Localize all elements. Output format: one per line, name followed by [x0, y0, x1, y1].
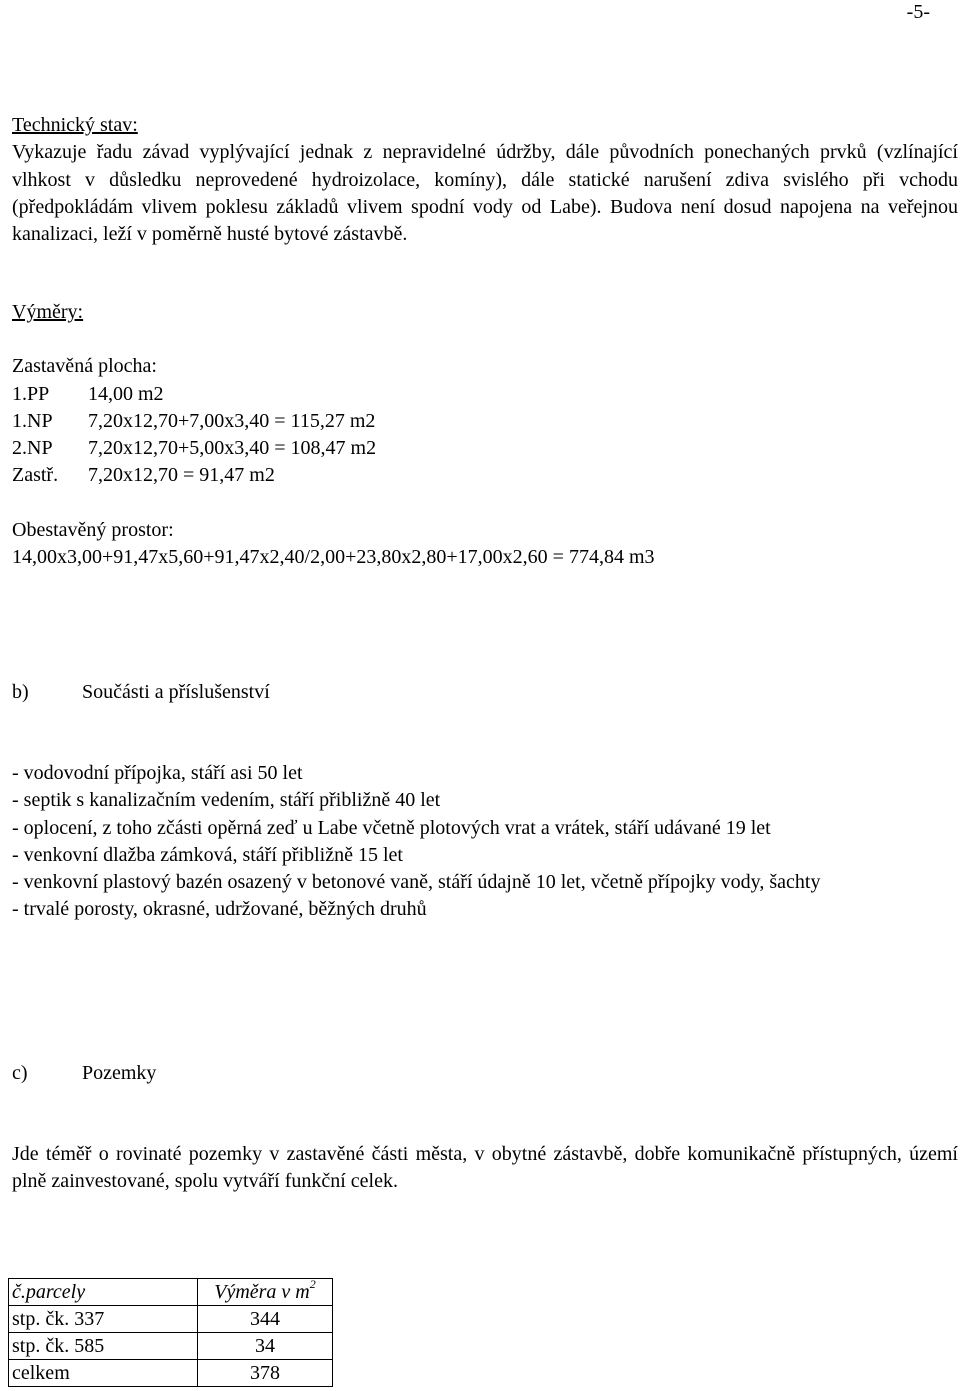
- table-header-row: [9, 1279, 333, 1306]
- measure-row: [12, 381, 958, 408]
- table-row: [9, 1306, 333, 1333]
- section-c-letter: c): [12, 1062, 28, 1084]
- list-item: - venkovní dlažba zámková, stáří přibližně 15 let: [12, 843, 403, 866]
- header-parcel: č.parcely: [9, 1279, 198, 1306]
- parcel-cell: stp. čk. 337: [9, 1306, 198, 1333]
- list-item: - oplocení, z toho zčásti opěrná zeď u Labe včetně plotových vrat a vrátek, stáří udávané 19 let: [12, 816, 771, 839]
- measure-row: [12, 435, 958, 462]
- list-item: - septik s kanalizačním vedením, stáří přibližně 40 let: [12, 789, 441, 812]
- measure-row-value: 7,20x12,70 = 91,47 m2: [88, 464, 275, 487]
- measure-row: [12, 462, 958, 489]
- technical-state-heading: Technický stav:: [12, 114, 138, 136]
- area-cell: 378: [198, 1360, 333, 1387]
- page-number: -5-: [906, 1, 930, 23]
- area-cell: 34: [198, 1333, 333, 1360]
- measure-row-value: 14,00 m2: [88, 382, 164, 405]
- header-area: Výměra v $m^2$: [198, 1279, 333, 1306]
- parcel-table: [8, 1278, 333, 1387]
- list-item: - venkovní plastový bazén osazený v betonové vaně, stáří údajně 10 let, včetně přípojky vody, šachty: [12, 871, 821, 894]
- technical-state-text: Vykazuje řadu závad vyplývající jednak z nepravidelné údržby, dále původních ponechaných prvků (vzlínající vlhkost v důsledku neprovedené hydroizolace, komíny), dále statické narušení zdiva svislého při vchodu (předpokládám vlivem poklesu základů vlivem spodní vody od Labe). Budova není dosud napojena na veřejnou kanalizaci, leží v poměrně husté bytové zástavbě.: [12, 141, 958, 246]
- table-row: [9, 1360, 333, 1387]
- list-item: - trvalé porosty, okrasné, udržované, běžných druhů: [12, 898, 427, 921]
- section-b-letter: b): [12, 681, 29, 703]
- volume-label: Obestavěný prostor:: [12, 518, 174, 541]
- measure-row-value: 7,20x12,70+7,00x3,40 = 115,27 m2: [88, 409, 376, 432]
- measure-row-label: 1.NP: [12, 409, 53, 432]
- parcel-cell: stp. čk. 585: [9, 1333, 198, 1360]
- section-c-title: Pozemky: [82, 1062, 157, 1084]
- measures-heading: Výměry:: [12, 301, 84, 323]
- section-b-title: Součásti a příslušenství: [82, 681, 270, 703]
- table-row: [9, 1333, 333, 1360]
- technical-state-section: [12, 112, 958, 248]
- parcel-cell: celkem: [9, 1360, 198, 1387]
- volume-formula: 14,00x3,00+91,47x5,60+91,47x2,40/2,00+23,80x2,80+17,00x2,60 = 774,84 m3: [12, 546, 655, 569]
- list-item: - vodovodní přípojka, stáří asi 50 let: [12, 762, 303, 784]
- section-c-text: Jde téměř o rovinaté pozemky v zastavěné části města, v obytné zástavbě, dobře komunikačně přístupných, území plně zainvestované, spolu vytváří funkční celek.: [12, 1143, 958, 1193]
- measure-row-value: 7,20x12,70+5,00x3,40 = 108,47 m2: [88, 437, 377, 460]
- area-cell: 344: [198, 1306, 333, 1333]
- measures-section: [12, 299, 958, 571]
- built-area-list: [12, 381, 958, 490]
- measure-row: [12, 408, 958, 435]
- measure-row-label: 1.PP: [12, 382, 50, 405]
- section-c-heading: [12, 1060, 958, 1087]
- measure-row-label: 2.NP: [12, 437, 53, 460]
- built-area-label: Zastavěná plocha:: [12, 355, 157, 378]
- section-b-heading: [12, 679, 958, 706]
- measure-row-label: Zastř.: [12, 464, 59, 487]
- accessories-list: [12, 760, 958, 924]
